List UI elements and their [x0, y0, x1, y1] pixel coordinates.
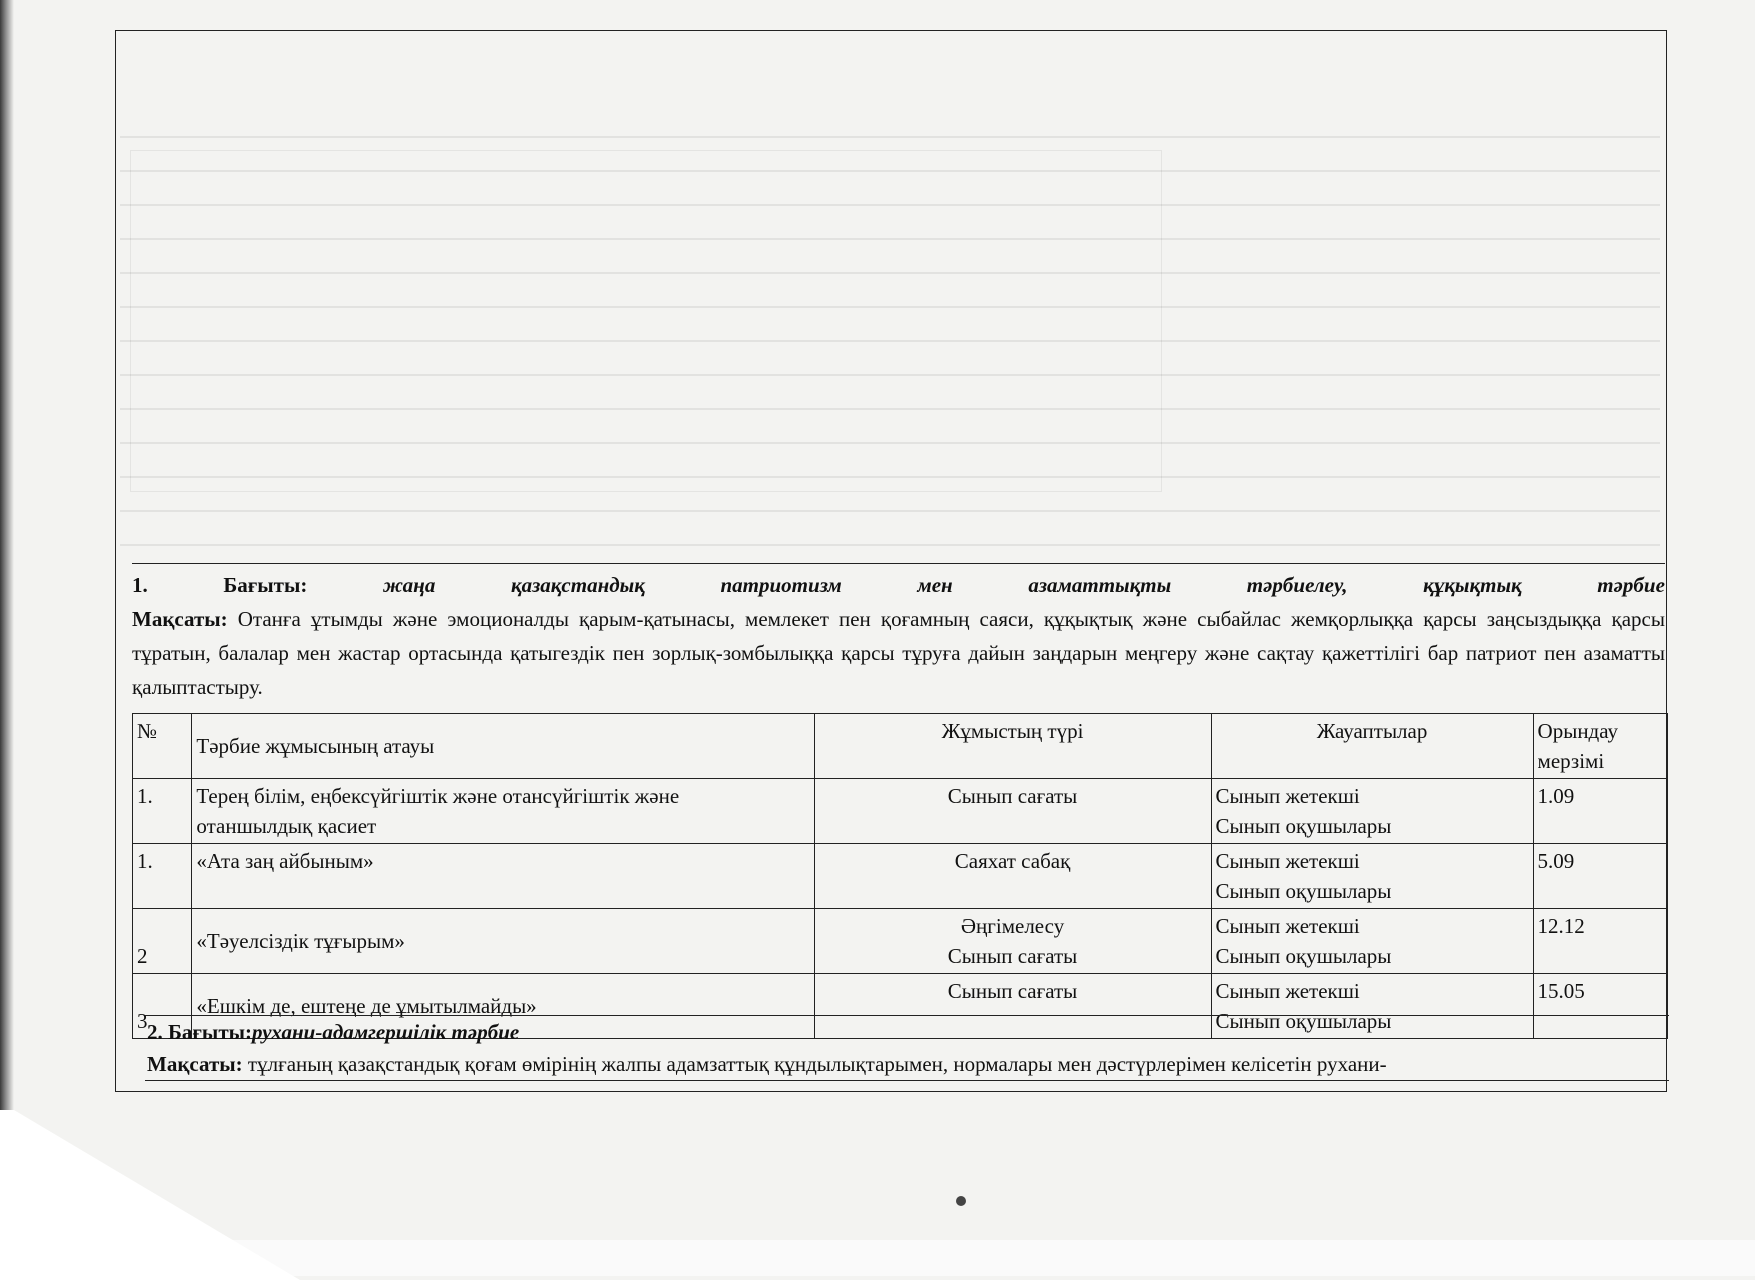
row-resp: Сынып жетекші Сынып оқушылары: [1211, 779, 1533, 844]
row-no: 1.: [133, 844, 192, 909]
table-row: [133, 779, 1668, 844]
row-date: 5.09: [1533, 844, 1667, 909]
row-date: 15.05: [1533, 974, 1667, 1039]
row-resp: Сынып жетекші Сынып оқушылары: [1211, 974, 1533, 1039]
plan-table: [132, 713, 1668, 1039]
section-2-heading: 2. Бағыты:рухани-адамгершілік тәрбие: [147, 1020, 520, 1044]
row-date: 12.12: [1533, 909, 1667, 974]
header-resp: Жауаптылар: [1211, 714, 1533, 779]
heading-word: патриотизм: [720, 573, 842, 597]
row-no: 3: [133, 974, 192, 1039]
row-type: Сынып сағаты: [814, 974, 1211, 1039]
heading-word: мен: [917, 573, 953, 597]
heading-word: тәрбиелеу,: [1246, 573, 1348, 597]
section-1-goal: [132, 602, 1665, 704]
section-2-goal: Мақсаты: тұлғаның қазақстандық қоғам өмірінің жалпы адамзаттық құндылықтарымен, нормалары мен дәстүрлерімен келісетін рухани-: [147, 1052, 1387, 1076]
row-type: Сынып сағаты: [814, 779, 1211, 844]
heading-word: қазақстандық: [510, 573, 645, 597]
row-resp: Сынып жетекші Сынып оқушылары: [1211, 844, 1533, 909]
header-type: Жұмыстың түрі: [814, 714, 1211, 779]
heading-word: азаматтықты: [1028, 573, 1172, 597]
section-1: [132, 563, 1665, 704]
ink-spot: [956, 1196, 966, 1206]
header-name: Тәрбие жұмысының атауы: [192, 714, 814, 779]
row-resp: Сынып жетекші Сынып оқушылары: [1211, 909, 1533, 974]
heading-label: Бағыты:: [223, 573, 308, 597]
row-name: «Ата заң айбыным»: [192, 844, 814, 909]
table-row: [133, 909, 1668, 974]
header-no: №: [133, 714, 192, 779]
heading-word: тәрбие: [1597, 573, 1665, 597]
table-row: [133, 844, 1668, 909]
row-type: Әңгімелесу Сынып сағаты: [814, 909, 1211, 974]
header-date: [1533, 714, 1667, 779]
header-date-line1: Орындау: [1537, 719, 1618, 743]
scan-edge-shadow: [0, 0, 14, 1130]
row-name: Терең білім, еңбексүйгіштік және отансүйгіштік және отаншылдық қасиет: [192, 779, 814, 844]
heading-word: құқықтық: [1423, 573, 1522, 597]
row-date: 1.09: [1533, 779, 1667, 844]
section-2: [145, 1015, 1669, 1081]
row-no: 1.: [133, 779, 192, 844]
row-name: «Ешкім де, ештеңе де ұмытылмайды»: [192, 974, 814, 1039]
row-no: 2: [133, 909, 192, 974]
header-date-line2: мерзімі: [1537, 749, 1605, 773]
section-1-heading: [132, 568, 1665, 602]
heading-word: жаңа: [382, 573, 436, 597]
goal-label: Мақсаты:: [132, 607, 228, 631]
table-header-row: [133, 714, 1668, 779]
heading-number: 1.: [132, 573, 148, 597]
row-type: Саяхат сабақ: [814, 844, 1211, 909]
row-name: «Тәуелсіздік тұғырым»: [192, 909, 814, 974]
goal-text: Отанға ұтымды және эмоционалды қарым-қатынасы, мемлекет пен қоғамның саяси, құқықтық және сыбайлас жемқорлыққа қарсы заңсыздыққа қарсы тұратын, балалар мен жастар ортасында қатыгездік пен зорлық-зомбылыққа қарсы тұруға дайын заңдарын меңгеру және сақтау қажеттілігі бар патриот пен азаматты қалыптастыру.: [132, 607, 1665, 699]
